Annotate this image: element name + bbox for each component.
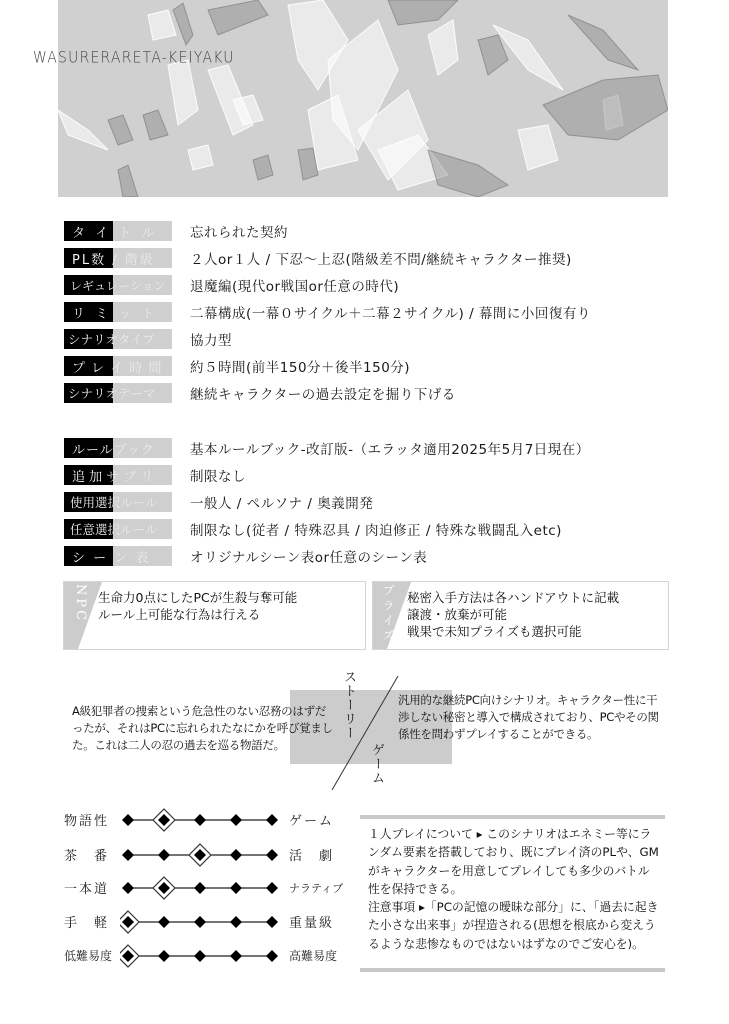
diamond-point-icon (266, 814, 278, 826)
scale-right-label: ゲーム (289, 814, 335, 829)
npc-line: ルール上可能な行為は行える (98, 607, 261, 622)
row-label: リ ミ ッ ト (64, 302, 172, 322)
scale-row (64, 845, 354, 865)
row-label: ルールブック (64, 438, 172, 458)
row-label: シナリオタイプ (64, 329, 172, 349)
row-value: 忘れられた契約 (190, 225, 288, 241)
row-label: シナリオテーマ (64, 383, 172, 403)
game-label: ゲーム (369, 743, 384, 785)
diamond-point-icon (194, 950, 206, 962)
scale-left-label: 手 軽 (64, 916, 110, 931)
diamond-point-icon (158, 849, 170, 861)
row-label: 使用選択ルール (64, 492, 172, 512)
scale-track (120, 872, 280, 904)
scale-track (120, 839, 280, 871)
story-synopsis (72, 703, 333, 754)
row-value: 制限なし (190, 469, 246, 485)
row-label: レギュレーション (64, 275, 172, 295)
scale-track (120, 906, 280, 938)
scale-right-label: 高難易度 (289, 949, 338, 963)
notes-line: るような悲惨なものではないはずなのでご安心を)。 (368, 936, 644, 951)
row-label: タ イ ト ル (64, 221, 172, 241)
scale-left-label: 低難易度 (64, 949, 113, 963)
diamond-point-icon (266, 916, 278, 928)
diamond-point-icon (266, 882, 278, 894)
diamond-point-icon (122, 882, 134, 894)
scale-row (64, 810, 354, 830)
row-value: 継続キャラクターの過去設定を掘り下げる (190, 387, 456, 403)
diamond-point-icon (230, 882, 242, 894)
notes-line: た小さな出来事」が捏造される(思想を根底から変えう (368, 918, 656, 933)
story-line: た。これは二人の忍の過去を巡る物語だ。 (72, 738, 285, 752)
row-label: プ レ イ 時 間 (64, 356, 172, 376)
scale-left-label: 物語性 (64, 814, 110, 829)
notes-line: 性を保持できる。 (368, 881, 463, 896)
diamond-point-icon (230, 916, 242, 928)
scale-right-label: ナラティブ (289, 882, 344, 895)
diamond-point-icon (194, 814, 206, 826)
prize-line: 戦果で未知プライズも選択可能 (407, 624, 582, 639)
scale-track (120, 804, 280, 836)
row-value: 退魔編(現代or戦国or任意の時代) (190, 279, 400, 295)
game-synopsis (398, 692, 659, 743)
diamond-point-icon (266, 950, 278, 962)
row-label: PL数 / 階級 (64, 248, 172, 268)
npc-line: 生命力0点にしたPCが生殺与奪可能 (98, 590, 298, 605)
diamond-point-icon (230, 849, 242, 861)
row-value: 基本ルールブック-改訂版-（エラッタ適用2025年5月7日現在） (190, 442, 590, 458)
story-line: ったが、それはPCに忘れられたなにかを呼び覚まし (72, 721, 333, 735)
prize-line: 譲渡・放棄が可能 (407, 607, 508, 622)
diamond-point-icon (230, 814, 242, 826)
notes-line: 注意事項 ▸「PCの記憶の曖昧な部分」に、「過去に起き (368, 900, 659, 915)
prize-line: 秘密入手方法は各ハンドアウトに記載 (407, 590, 620, 605)
scale-row (64, 946, 354, 966)
diamond-point-icon (194, 916, 206, 928)
diamond-point-icon (122, 814, 134, 826)
row-value: 協力型 (190, 333, 232, 349)
row-label: シ ー ン 表 (64, 546, 172, 566)
npc-tab-label: NPC (73, 584, 88, 624)
row-label: 追 加 サ プ リ (64, 465, 172, 485)
notes-line: がキャラクターを用意してプレイしても多少のバトル (368, 863, 650, 878)
game-line: 渉しない秘密と導入で構成されており、PCやその関 (398, 710, 659, 724)
row-value: 一般人 / ペルソナ / 奥義開発 (190, 496, 374, 512)
row-value: 約５時間(前半150分＋後半150分) (190, 360, 411, 376)
diamond-point-icon (158, 916, 170, 928)
row-value: オリジナルシーン表or任意のシーン表 (190, 550, 428, 566)
row-label: 任意選択ルール (64, 519, 172, 539)
notes-box (360, 815, 665, 972)
scale-right-label: 活 劇 (289, 849, 335, 864)
notes-line: ンダム要素を搭載しており、既にプレイ済のPLや、GM (368, 845, 659, 860)
scale-track (120, 940, 280, 972)
site-title: WASURERARETA-KEIYAKU (33, 48, 235, 68)
scale-left-label: 一本道 (64, 882, 110, 897)
row-value: 制限なし(従者 / 特殊忍具 / 肉迫修正 / 特殊な戦闘乱入etc) (190, 523, 562, 539)
scale-left-label: 茶 番 (64, 849, 110, 864)
story-label: ストーリー (341, 670, 356, 740)
diamond-point-icon (158, 950, 170, 962)
scale-row (64, 878, 354, 898)
scale-right-label: 重量級 (289, 916, 335, 931)
story-line: A級犯罪者の捜索という危急性のない忍務のはずだ (72, 704, 326, 718)
diamond-point-icon (122, 849, 134, 861)
game-line: 係性を問わずプレイすることができる。 (398, 727, 599, 741)
diamond-point-icon (194, 882, 206, 894)
diamond-point-icon (230, 950, 242, 962)
game-line: 汎用的な継続PC向けシナリオ。キャラクター性に干 (398, 693, 658, 707)
notes-text (360, 819, 665, 953)
row-value: 二幕構成(一幕０サイクル＋二幕２サイクル) / 幕間に小回復有り (190, 306, 591, 322)
row-value: ２人or１人 / 下忍～上忍(階級差不問/継続キャラクター推奨) (190, 252, 572, 268)
notes-line: １人プレイについて ▸ このシナリオはエネミー等にラ (368, 827, 652, 841)
scale-row (64, 912, 354, 932)
diamond-point-icon (266, 849, 278, 861)
prize-tab-label: プライズ (381, 584, 395, 644)
